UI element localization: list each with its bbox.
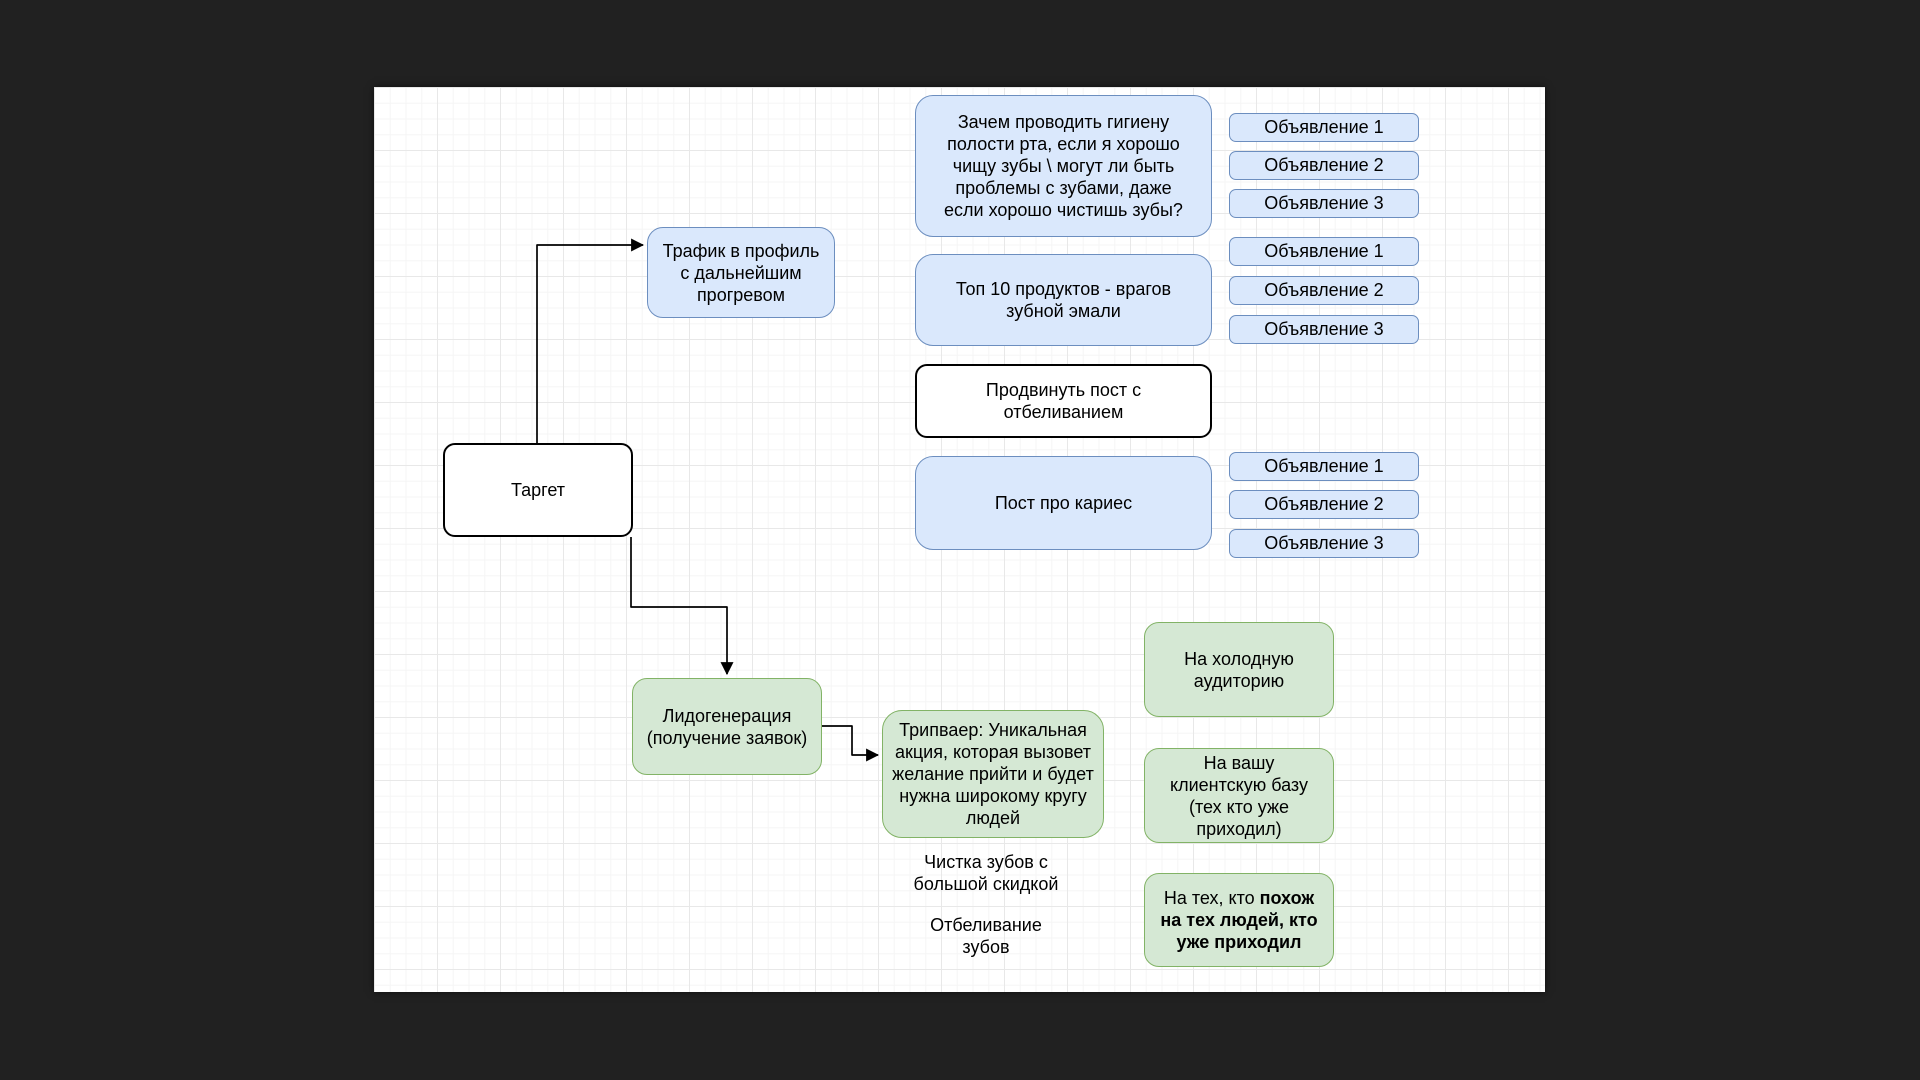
- node-cold-audience-label: На холодную аудиторию: [1184, 648, 1294, 691]
- diagram-canvas: [374, 87, 1545, 992]
- node-cold-audience[interactable]: [1144, 622, 1334, 717]
- node-traffic-to-profile[interactable]: [647, 227, 835, 318]
- connector-target-to-traffic: [537, 245, 643, 443]
- ad-button[interactable]: Объявление 2: [1229, 276, 1419, 305]
- node-promote-whitening-post[interactable]: [915, 364, 1212, 438]
- node-tripwire-label: Трипваер: Уникальная акция, которая вызовет желание прийти и будет нужна широкому кругу людей: [892, 720, 1094, 828]
- ad-button[interactable]: Объявление 2: [1229, 490, 1419, 519]
- node-leadgen[interactable]: [632, 678, 822, 775]
- node-client-base-audience[interactable]: [1144, 748, 1334, 843]
- connector-leadgen-to-tripwire: [822, 726, 878, 755]
- ad-button[interactable]: Объявление 1: [1229, 113, 1419, 142]
- node-top10-enemy-products-label: Топ 10 продуктов - врагов зубной эмали: [955, 279, 1172, 321]
- ad-button[interactable]: Объявление 3: [1229, 529, 1419, 558]
- node-tripwire[interactable]: [882, 710, 1104, 838]
- node-lookalike-audience-label: На тех, кто похож на тех людей, кто уже приходил: [1160, 888, 1318, 952]
- ad-button[interactable]: Объявление 1: [1229, 452, 1419, 481]
- node-caries-post-label: Пост про кариес: [994, 493, 1133, 513]
- ad-button[interactable]: Объявление 3: [1229, 315, 1419, 344]
- node-leadgen-label: Лидогенерация (получение заявок): [646, 705, 808, 748]
- node-caries-post[interactable]: [915, 456, 1212, 550]
- node-lookalike-audience[interactable]: [1144, 873, 1334, 967]
- label-whitening: Отбеливание зубов: [930, 915, 1042, 957]
- connector-target-to-leadgen: [631, 537, 727, 674]
- node-client-base-audience-label: На вашу клиентскую базу (тех кто уже приходил): [1170, 752, 1308, 839]
- ad-button[interactable]: Объявление 2: [1229, 151, 1419, 180]
- node-hygiene-question-label: Зачем проводить гигиену полости рта, если я хорошо чищу зубы \ могут ли быть проблемы с зубами, даже если хорошо чистишь зубы?: [944, 112, 1183, 220]
- node-traffic-to-profile-label: Трафик в профиль с дальнейшим прогревом: [662, 240, 820, 305]
- node-target[interactable]: [443, 443, 633, 537]
- node-hygiene-question[interactable]: [915, 95, 1212, 237]
- ad-button[interactable]: Объявление 3: [1229, 189, 1419, 218]
- ad-button[interactable]: Объявление 1: [1229, 237, 1419, 266]
- node-top10-enemy-products[interactable]: [915, 254, 1212, 346]
- label-cleaning-discount: Чистка зубов с большой скидкой: [913, 852, 1059, 894]
- node-target-label: Таргет: [510, 480, 566, 500]
- node-promote-whitening-post-label: Продвинуть пост с отбеливанием: [985, 380, 1142, 422]
